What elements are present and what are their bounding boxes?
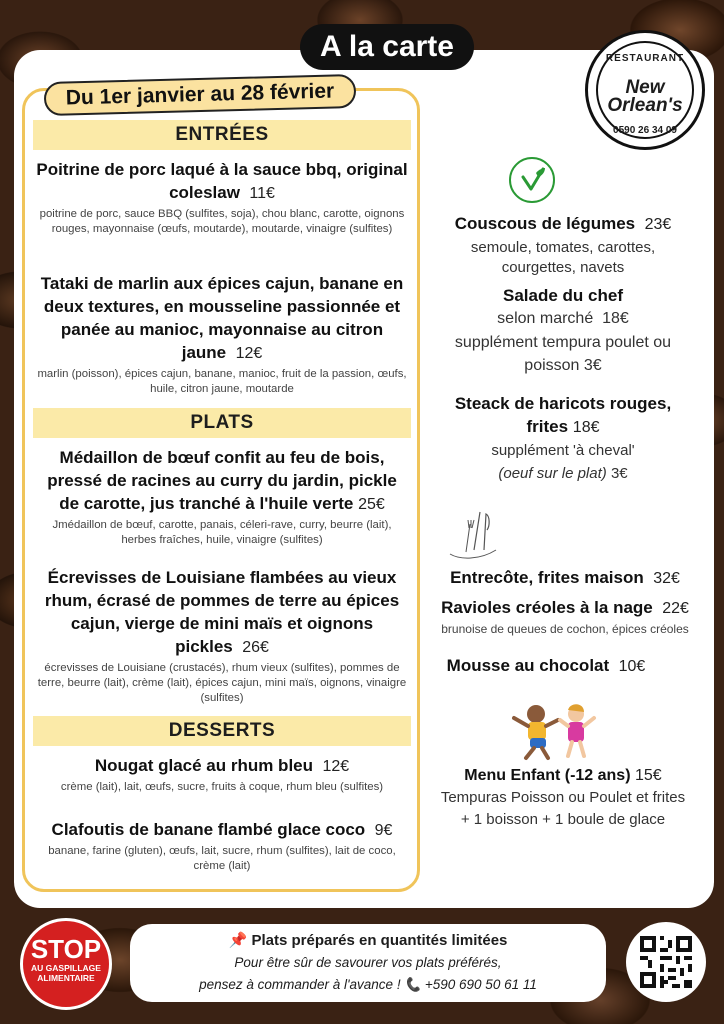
footer-line-1: 📌 Plats préparés en quantités limitées — [228, 932, 508, 949]
item-note: (oeuf sur le plat) — [498, 465, 607, 482]
item-name: Clafoutis de banane flambé glace coco — [51, 820, 366, 839]
item-name: Couscous de légumes — [454, 214, 636, 233]
menu-item-entrecote — [426, 566, 704, 590]
item-desc: crème (lait), lait, œufs, sucre, fruits à coque, rhum bleu (sulfites) — [60, 781, 384, 793]
item-price: 12€ — [322, 758, 350, 775]
menu-item-kids — [432, 764, 694, 831]
item-desc: banane, farine (gluten), œufs, lait, sucre, rhum (sulfites), lait de coco, crème (lait) — [48, 845, 396, 872]
item-price: 25€ — [358, 496, 385, 513]
item-name: Ravioles créoles à la nage — [441, 598, 653, 617]
menu-item-couscous — [432, 212, 694, 278]
item-price: 10€ — [618, 658, 646, 675]
cutlery-icon — [446, 506, 506, 562]
item-name: Médaillon de bœuf confit au feu de bois, pressé de racines au curry du jardin, pickle de carotte, jus tranché à l'huile verte — [47, 448, 397, 513]
item-price: 26€ — [242, 639, 269, 656]
item-price: 11€ — [249, 185, 275, 202]
item-desc-line2: + 1 boisson + 1 boule de glace — [460, 811, 666, 828]
item-name: Poitrine de porc laqué à la sauce bbq, original coleslaw — [36, 160, 408, 202]
item-price: 22€ — [662, 600, 689, 617]
item-desc: Jmédaillon de bœuf, carotte, panais, céleri-rave, curry, beurre (lait), herbes fraîches, huile, vinaigre (sulfites) — [52, 519, 392, 546]
page-title: A la carte — [300, 24, 474, 70]
item-line: selon marché — [497, 310, 594, 327]
item-name: Mousse au chocolat — [446, 656, 610, 675]
menu-item-entree-1 — [36, 158, 408, 237]
item-name: Menu Enfant (-12 ans) — [464, 767, 631, 784]
footer-line-3: pensez à commander à l'avance ! 📞 +590 690 50 61 11 — [199, 977, 537, 992]
item-name: Nougat glacé au rhum bleu — [94, 756, 314, 775]
qr-code-badge[interactable] — [626, 922, 706, 1002]
item-name: Écrevisses de Louisiane flambées au vieux rhum, écrasé de pommes de terre au épices cajun, vierge de mini maïs et oignons pickles — [44, 568, 400, 656]
children-dancing-icon — [506, 698, 602, 762]
item-supplement: supplément tempura poulet ou poisson 3€ — [454, 334, 672, 374]
item-price: 3€ — [610, 465, 628, 482]
logo-top-text: RESTAURANT — [605, 53, 685, 64]
section-entrees: ENTRÉES — [33, 120, 411, 150]
menu-item-steack — [452, 392, 674, 485]
stop-big-text: STOP — [30, 934, 102, 964]
logo-ring — [596, 41, 694, 139]
section-desserts: DESSERTS — [33, 716, 411, 746]
item-name: Salade du chef — [503, 286, 623, 305]
item-price: 23€ — [644, 216, 672, 233]
logo-name-line1: New — [625, 77, 665, 98]
stop-small-text-1: AU GASPILLAGE — [31, 963, 101, 973]
logo-name — [598, 79, 692, 115]
stop-waste-badge — [20, 918, 112, 1010]
date-range: Du 1er janvier au 28 février — [44, 74, 357, 116]
menu-item-dessert-2 — [36, 818, 408, 874]
menu-item-ravioles — [420, 596, 710, 637]
qr-code-icon — [640, 936, 692, 988]
item-name: Entrecôte, frites maison — [450, 568, 644, 587]
menu-item-entree-2 — [36, 272, 408, 397]
restaurant-logo — [585, 30, 705, 150]
menu-item-salade — [432, 284, 694, 377]
item-price: 9€ — [374, 822, 393, 839]
footer-line-2: Pour être sûr de savourer vos plats préférés, — [234, 955, 502, 970]
item-price: 15€ — [634, 767, 662, 784]
item-desc: semoule, tomates, carottes, courgettes, navets — [470, 239, 656, 276]
footer-notice — [130, 924, 606, 1002]
item-price: 18€ — [602, 310, 629, 327]
logo-name-line2: Orlean's — [607, 95, 683, 116]
menu-item-plat-2 — [36, 566, 408, 706]
section-plats: PLATS — [33, 408, 411, 438]
item-desc: poitrine de porc, sauce BBQ (sulfites, soja), chou blanc, carotte, oignons rouges, mayonnaise (œufs, moutarde), moutarde, vinaigre (sulfites) — [39, 208, 405, 235]
item-desc: écrevisses de Louisiane (crustacés), rhum vieux (sulfites), pommes de terre, beurre (lait), crème (lait), épices cajun, mini maïs, oignons, vinaigre (sulfites) — [37, 662, 407, 704]
item-desc-line1: Tempuras Poisson ou Poulet et frites — [440, 789, 686, 806]
item-supplement: supplément 'à cheval' — [491, 442, 635, 459]
menu-item-plat-1 — [36, 446, 408, 548]
item-name: Tataki de marlin aux épices cajun, banane en deux textures, en mousseline passionnée et panée au manioc, mayonnaise au citron jaune — [40, 274, 404, 362]
item-price: 32€ — [653, 570, 680, 587]
menu-item-mousse — [426, 654, 666, 678]
menu-item-dessert-1 — [36, 754, 408, 795]
item-desc: marlin (poisson), épices cajun, banane, manioc, fruit de la passion, œufs, huile, citron jaune, moutarde — [37, 368, 407, 395]
leaf-icon — [509, 157, 555, 203]
item-name: Steack de haricots rouges, frites — [454, 394, 672, 436]
item-price: 18€ — [572, 419, 600, 436]
logo-phone: 0590 26 34 09 — [613, 125, 677, 136]
stop-small-text-2: ALIMENTAIRE — [37, 973, 95, 983]
item-desc: brunoise de queues de cochon, épices créoles — [441, 622, 689, 636]
item-price: 12€ — [235, 345, 263, 362]
